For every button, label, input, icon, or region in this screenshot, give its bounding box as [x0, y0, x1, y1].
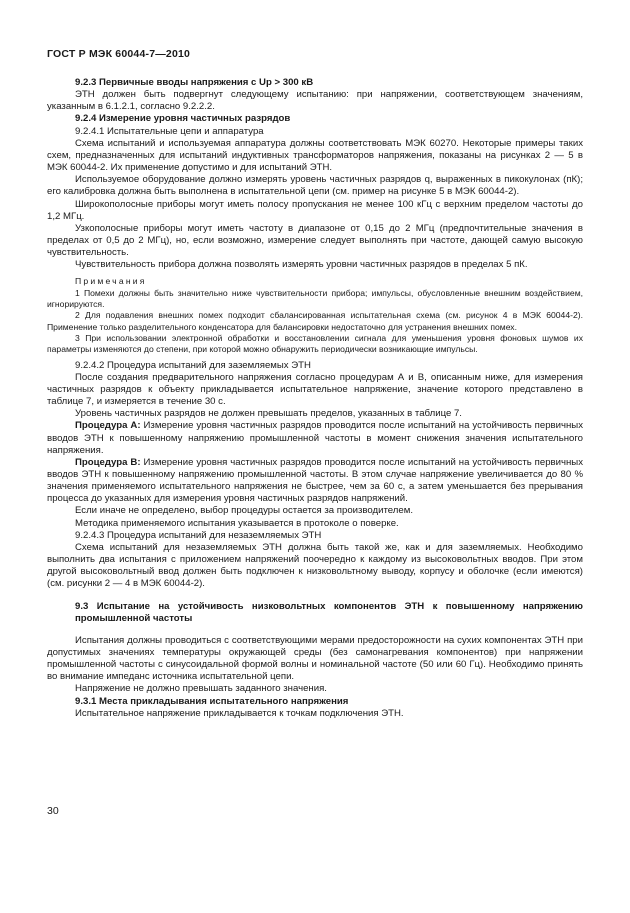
- paragraph: Узкополосные приборы могут иметь частоту в диапазоне от 0,15 до 2 МГц (предпочтительные значения в пределах от 0,5 до 2 МГц), но, если возможно, измерение следует выполнять при частоте, дающей самую высокую чувствительность.: [47, 222, 583, 259]
- paragraph: Широкополосные приборы могут иметь полосу пропускания не менее 100 кГц с верхним пределом частоты до 1,2 МГц.: [47, 198, 583, 222]
- note-item: 2 Для подавления внешних помех подходит сбалансированная испытательная схема (см. рисунок 4 в МЭК 60044-2). Применение только разделительного конденсатора для балансировки недостаточно для устранения внешних помех.: [47, 310, 583, 332]
- heading-9-3: 9.3 Испытание на устойчивость низковольтных компонентов ЭТН к повышенному напряжению промышленной частоты: [75, 600, 583, 624]
- heading-9-2-3: 9.2.3 Первичные вводы напряжения с Up > 300 кВ: [75, 77, 314, 88]
- heading-9-3-1: 9.3.1 Места прикладывания испытательного напряжения: [75, 695, 349, 707]
- procedure-b-paragraph: [47, 457, 583, 506]
- procedure-b-text: Измерение уровня частичных разрядов проводится после испытаний на устойчивость первичных вводов ЭТН к повышенному напряжению промышленной частоты. В этом случае напряжение увеличивается до 80 % значения применяемого испытательного напряжения не быстрее, чем за 60 с, а затем уменьшается без прерывания процесса до указанных для измерения уровня частичных разрядов напряжений.: [47, 456, 583, 505]
- paragraph: Методика применяемого испытания указывается в протоколе о поверке.: [75, 517, 399, 529]
- procedure-a-paragraph: [47, 420, 583, 456]
- paragraph: Испытания должны проводиться с соответствующими мерами предосторожности на сухих компонентах ЭТН при допустимых значениях температуры окружающей среды (без самонагревания компонентов) при напряжении промышленной частоты с синусоидальной формой волны и номинальной частоте (50 или 60 Гц). Необходимо принять во внимание импеданс источника испытательной цепи.: [47, 634, 583, 683]
- note-item: 3 При использовании электронной обработки и восстановлении сигнала для уменьшения уровня фоновых шумов их параметры изменяются до степени, при которой можно обнаружить периодически возникающие импульсы.: [47, 332, 583, 355]
- paragraph: ЭТН должен быть подвергнут следующему испытанию: при напряжении, соответствующем значениям, указанным в 6.1.2.1, согласно 9.2.2.2.: [47, 89, 583, 113]
- notes-block: [47, 276, 583, 356]
- page-number: 30: [47, 805, 59, 817]
- paragraph: Напряжение не должно превышать заданного значения.: [75, 683, 327, 695]
- procedure-a-text: Измерение уровня частичных разрядов проводится после испытаний на устойчивость первичных вводов ЭТН к повышенному напряжению промышленной частоты в момент снижения значения испытательного напряжения.: [47, 420, 583, 456]
- paragraph: Если иначе не определено, выбор процедуры остается за производителем.: [75, 505, 413, 517]
- heading-9-2-4-3: 9.2.4.3 Процедура испытаний для незаземляемых ЭТН: [75, 529, 322, 541]
- paragraph: Чувствительность прибора должна позволять измерять уровни частичных разрядов в пределах 5 пК.: [75, 259, 528, 271]
- document-header: ГОСТ Р МЭК 60044-7—2010: [47, 48, 191, 60]
- document-body: [47, 77, 583, 720]
- paragraph: Схема испытаний и используемая аппаратура должны соответствовать МЭК 60270. Некоторые примеры таких схем, предназначенных для испытаний индуктивных трансформаторов напряжения, показаны на рисунках 2 — 5 в МЭК 60044-2. Их применение допустимо и для испытаний ЭТН.: [47, 137, 583, 174]
- paragraph: После создания предварительного напряжения согласно процедурам А и В, описанным ниже, для измерения частичных разрядов к объекту прикладывается испытательное напряжение, значение которого представлено в таблице 7, и измеряется в течение 30 с.: [47, 371, 583, 408]
- heading-9-2-4-2: 9.2.4.2 Процедура испытаний для заземляемых ЭТН: [75, 359, 311, 371]
- paragraph: Используемое оборудование должно измерять уровень частичных разрядов q, выраженных в пикокулонах (пК); его калибровка должна быть выполнена в испытательной цепи (см. пример на рисунке 5 в МЭК 60044-2).: [47, 174, 583, 198]
- note-item: 1 Помехи должны быть значительно ниже чувствительности прибора; импульсы, обусловленные внешним воздействием, игнорируются.: [47, 287, 583, 310]
- procedure-b-label: Процедура В:: [75, 456, 141, 468]
- heading-9-2-4-1: 9.2.4.1 Испытательные цепи и аппаратура: [75, 125, 264, 137]
- paragraph: Схема испытаний для незаземляемых ЭТН должна быть такой же, как и для заземляемых. Необходимо выполнить два испытания с приложением напряжений поочередно к каждому из высоковольтных вводов. При этом другой высоковольтный ввод должен быть подключен к низковольтному выводу, корпусу и оболочке (если имеются) (см. рисунки 2 — 4 в МЭК 60044-2).: [47, 541, 583, 590]
- procedure-a-label: Процедура А:: [75, 420, 141, 432]
- notes-title: Примечания: [75, 275, 147, 286]
- heading-9-2-4: 9.2.4 Измерение уровня частичных разрядов: [75, 113, 291, 125]
- paragraph: Испытательное напряжение прикладывается к точкам подключения ЭТН.: [75, 707, 404, 719]
- paragraph: Уровень частичных разрядов не должен превышать пределов, указанных в таблице 7.: [75, 408, 462, 420]
